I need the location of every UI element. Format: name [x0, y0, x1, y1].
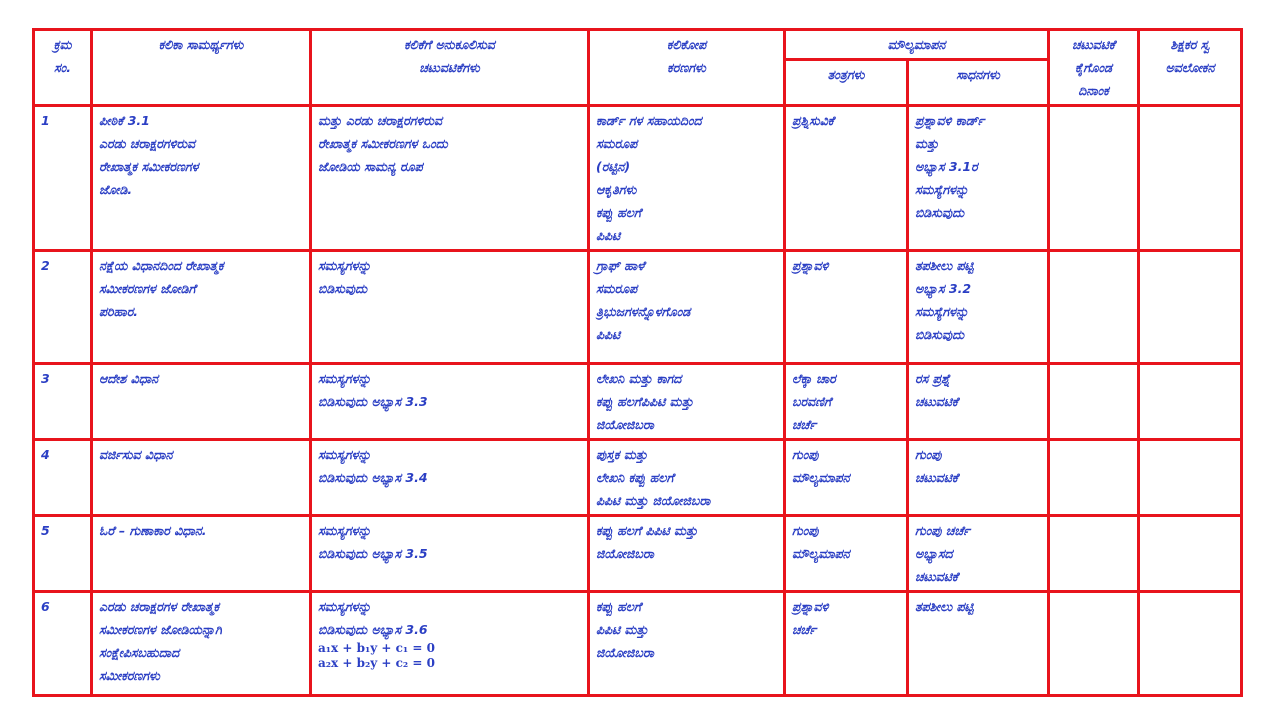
cell-line: ಅವಲೋಕನ: [1165, 60, 1215, 75]
header-tools-label: ಸಾಧನಗಳು: [956, 67, 1000, 82]
cell-line: ಕಪ್ಪು ಹಲಗೆ ಪಿಪಿಟಿ ಮತ್ತು: [596, 523, 698, 538]
cell-line: ಮೌಲ್ಯಮಾಪನ: [792, 546, 850, 561]
cell-line: ಬರವಣಿಗೆ: [792, 394, 832, 409]
cell-line: ಆಕೃತಿಗಳು: [596, 182, 637, 197]
serial-cell: [34, 364, 92, 440]
cell-line: ಸಮಸ್ಯಗಳನ್ನು: [318, 258, 372, 273]
cell-line: ಲೆಕ್ಕಾ ಚಾರ: [792, 371, 836, 386]
header-tools: [908, 60, 1049, 106]
cell-line: ಜೋಡಿ.: [99, 182, 133, 197]
cell-line: 2: [41, 258, 50, 273]
reflection-cell: [1139, 516, 1242, 592]
cell-line: ಕ್ರಮ: [53, 37, 72, 52]
activity-cell: [311, 251, 589, 364]
cell-line: ರಸ ಪ್ರಶ್ನೆ: [915, 371, 951, 386]
cell-line: ಎರಡು ಚರಾಕ್ಷರಗಳ ರೇಖಾತ್ಮಕ: [99, 599, 219, 614]
cell-line: ಜಿಯೋಜಿಬರಾ: [596, 417, 654, 432]
cell-line: ದಿನಾಂಕ: [1078, 83, 1109, 98]
cell-line: ರೇಖಾತ್ಮಕ ಸಮೀಕರಣಗಳ ಒಂದು: [318, 136, 448, 151]
cell-line: ಶಿಕ್ಷಕರ ಸ್ವ: [1170, 37, 1210, 52]
cell-line: ಸಮೀಕರಣಗಳ ಜೋಡಿಗೆ: [99, 281, 196, 296]
serial-cell: [34, 106, 92, 251]
cell-line: ಗುಂಪು ಚರ್ಚೆ: [915, 523, 970, 538]
date-cell: [1049, 364, 1139, 440]
table-row: [34, 106, 1242, 251]
cell-line: ಆದೇಶ ವಿಧಾನ: [99, 371, 159, 386]
competency-cell: [92, 106, 311, 251]
tool-cell: [908, 251, 1049, 364]
cell-line: ಮತ್ತು ಎರಡು ಚರಾಕ್ಷರಗಳಿರುವ: [318, 113, 442, 128]
cell-line: ತಪಶೀಲು ಪಟ್ಟಿ: [915, 258, 974, 273]
cell-line: ಪ್ರಶ್ನಾವಳಿ ಕಾರ್ಡ್: [915, 113, 985, 128]
header-techniques: [785, 60, 908, 106]
date-cell: [1049, 516, 1139, 592]
cell-line: ಕೈಗೊಂಡ: [1075, 60, 1112, 75]
reflection-cell: [1139, 440, 1242, 516]
table-row: [34, 251, 1242, 364]
cell-line: ಪ್ರಶ್ನಿಸುವಿಕೆ: [792, 113, 834, 128]
cell-line: ಕರಣಗಳು: [667, 60, 706, 75]
header-materials: [589, 30, 785, 106]
cell-line: ಪಿಪಿಟಿ ಮತ್ತು: [596, 622, 649, 637]
table-body: [34, 106, 1242, 696]
cell-line: ಸಮರೂಪ: [596, 136, 638, 151]
cell-line: 6: [41, 599, 50, 614]
activity-cell: [311, 106, 589, 251]
material-cell: [589, 440, 785, 516]
cell-line: ಸಮಸ್ಯಗಳನ್ನು: [318, 447, 372, 462]
table-row: [34, 440, 1242, 516]
competency-cell: [92, 516, 311, 592]
tool-cell: [908, 592, 1049, 696]
cell-line: ಸಂ.: [54, 60, 71, 75]
cell-line: ವರ್ಜಿಸುವ ವಿಧಾನ: [99, 447, 173, 462]
technique-cell: [785, 106, 908, 251]
material-cell: [589, 364, 785, 440]
cell-line: a₂x + b₂y + c₂ = 0: [318, 656, 435, 670]
technique-cell: [785, 516, 908, 592]
cell-line: ಸಮೀಕರಣಗಳ ಜೋಡಿಯನ್ನಾಗಿ: [99, 622, 222, 637]
cell-line: ಮೌಲ್ಯಮಾಪನ: [792, 470, 850, 485]
header-techniques-label: ತಂತ್ರಗಳು: [827, 67, 865, 82]
cell-line: ಬಿಡಿಸುವುದು ಅಭ್ಯಾಸ 3.3: [318, 394, 428, 409]
cell-line: ಸಂಕ್ಷೇಪಿಸಬಹುದಾದ: [99, 645, 180, 660]
technique-cell: [785, 592, 908, 696]
cell-line: ಅಭ್ಯಾಸದ: [915, 546, 953, 561]
cell-line: ಬಿಡಿಸುವುದು ಅಭ್ಯಾಸ 3.5: [318, 546, 428, 561]
technique-cell: [785, 364, 908, 440]
tool-cell: [908, 516, 1049, 592]
serial-cell: [34, 516, 92, 592]
cell-line: ಕಪ್ಪು ಹಲಗೆ: [596, 599, 642, 614]
tool-cell: [908, 440, 1049, 516]
cell-line: ತಪಶೀಲು ಪಟ್ಟಿ: [915, 599, 974, 614]
tool-cell: [908, 364, 1049, 440]
cell-line: ಜೋಡಿಯ ಸಾಮನ್ಯ ರೂಪ: [318, 159, 423, 174]
header-evaluation-label: ಮೌಲ್ಯಮಾಪನ: [887, 37, 946, 52]
cell-line: ಕಲಿಕೆಗೆ ಅನುಕೂಲಿಸುವ: [404, 37, 495, 52]
technique-cell: [785, 440, 908, 516]
cell-line: ಚಟುವಟಿಕೆ: [915, 470, 958, 485]
cell-line: ಚರ್ಚೆ: [792, 417, 817, 432]
cell-line: 3: [41, 371, 50, 386]
table-row: [34, 364, 1242, 440]
cell-line: ಪಿಪಿಟಿ: [596, 327, 621, 342]
competency-cell: [92, 364, 311, 440]
serial-cell: [34, 592, 92, 696]
header-serial: [34, 30, 92, 106]
cell-line: ಜಿಯೋಜಿಬರಾ: [596, 645, 654, 660]
cell-line: ಬಿಡಿಸುವುದು ಅಭ್ಯಾಸ 3.4: [318, 470, 428, 485]
cell-line: ಮತ್ತು: [915, 136, 939, 151]
cell-line: ಲೇಖನಿ ಕಪ್ಪು ಹಲಗೆ: [596, 470, 674, 485]
material-cell: [589, 106, 785, 251]
cell-line: ಕಪ್ಪು ಹಲಗೆ: [596, 205, 642, 220]
cell-line: ಸಮಸ್ಯಗಳನ್ನು: [318, 371, 372, 386]
cell-line: ಚಟುವಟಿಕೆ: [1072, 37, 1115, 52]
header-date: [1049, 30, 1139, 106]
cell-line: ಗುಂಪು: [792, 447, 819, 462]
lesson-plan-table: [32, 28, 1243, 697]
cell-line: ಪ್ರಶ್ನಾವಳಿ: [792, 599, 829, 614]
cell-line: ಗುಂಪು: [792, 523, 819, 538]
cell-line: ಎರಡು ಚರಾಕ್ಷರಗಳಿರುವ: [99, 136, 196, 151]
header-activities: [311, 30, 589, 106]
reflection-cell: [1139, 364, 1242, 440]
cell-line: ಜಿಯೋಜಿಬರಾ: [596, 546, 654, 561]
cell-line: ಚಟುವಟಿಕೆ: [915, 394, 958, 409]
cell-line: ರೇಖಾತ್ಮಕ ಸಮೀಕರಣಗಳ: [99, 159, 199, 174]
header-reflection: [1139, 30, 1242, 106]
tool-cell: [908, 106, 1049, 251]
material-cell: [589, 251, 785, 364]
cell-line: 1: [41, 113, 50, 128]
cell-line: ಸಮಸ್ಯೆಗಳನ್ನು: [915, 304, 969, 319]
cell-line: ಕಪ್ಪು ಹಲಗೆಪಿಪಿಟಿ ಮತ್ತು: [596, 394, 694, 409]
cell-line: ಬಿಡಿಸುವುದು: [915, 327, 965, 342]
cell-line: ಪ್ರಶ್ನಾವಳಿ: [792, 258, 829, 273]
activity-cell: [311, 592, 589, 696]
cell-line: ಪರಿಹಾರ.: [99, 304, 139, 319]
cell-line: ಚಟುವಟಿಕೆಗಳು: [419, 60, 480, 75]
competency-cell: [92, 440, 311, 516]
date-cell: [1049, 592, 1139, 696]
cell-line: ಕಾರ್ಡ್ ಗಳ ಸಹಾಯದಿಂದ: [596, 113, 702, 128]
cell-line: ಪುಸ್ತಕ ಮತ್ತು: [596, 447, 648, 462]
cell-line: ಪಿಪಿಟಿ: [596, 228, 621, 243]
table-row: [34, 592, 1242, 696]
cell-line: ಸಮಸ್ಯಗಳನ್ನು: [318, 599, 372, 614]
material-cell: [589, 592, 785, 696]
competency-cell: [92, 592, 311, 696]
cell-line: ಚರ್ಚೆ: [792, 622, 817, 637]
cell-line: ಪಿಪಿಟಿ ಮತ್ತು ಜಿಯೋಜಿಬರಾ: [596, 493, 711, 508]
reflection-cell: [1139, 251, 1242, 364]
date-cell: [1049, 251, 1139, 364]
serial-cell: [34, 440, 92, 516]
cell-line: ಸಮರೂಪ: [596, 281, 638, 296]
cell-line: ಗ್ರಾಫ್ ಹಾಳೆ: [596, 258, 645, 273]
cell-line: ತ್ರಿಭುಜಗಳನ್ನೊಳಗೊಂಡ: [596, 304, 691, 319]
cell-line: ಅಭ್ಯಾಸ 3.1ರ: [915, 159, 978, 174]
cell-line: ಲೇಖನಿ ಮತ್ತು ಕಾಗದ: [596, 371, 682, 386]
cell-line: ಚಟುವಟಿಕೆ: [915, 569, 958, 584]
activity-cell: [311, 364, 589, 440]
cell-line: a₁x + b₁y + c₁ = 0: [318, 641, 435, 655]
lesson-plan-table-container: [32, 28, 1243, 697]
reflection-cell: [1139, 106, 1242, 251]
cell-line: ಸಮೀಕರಣಗಳು: [99, 668, 160, 683]
cell-line: ಸಮಸ್ಯಗಳನ್ನು: [318, 523, 372, 538]
cell-line: ಬಿಡಿಸುವುದು: [915, 205, 965, 220]
cell-line: ಓರೆ – ಗುಣಾಕಾರ ವಿಧಾನ.: [99, 523, 207, 538]
cell-line: ಬಿಡಿಸುವುದು: [318, 281, 368, 296]
cell-line: ಗುಂಪು: [915, 447, 942, 462]
cell-line: ಅಭ್ಯಾಸ 3.2: [915, 281, 972, 296]
cell-line: ಬಿಡಿಸುವುದು ಅಭ್ಯಾಸ 3.6: [318, 622, 428, 637]
activity-cell: [311, 516, 589, 592]
cell-line: ಕಲಿಕಾ ಸಾಮರ್ಥ್ಯಗಳು: [158, 37, 244, 52]
competency-cell: [92, 251, 311, 364]
header-evaluation: [785, 30, 1049, 60]
date-cell: [1049, 106, 1139, 251]
header-competencies: [92, 30, 311, 106]
serial-cell: [34, 251, 92, 364]
cell-line: ಸಮಸ್ಯೆಗಳನ್ನು: [915, 182, 969, 197]
cell-line: 5: [41, 523, 50, 538]
material-cell: [589, 516, 785, 592]
activity-cell: [311, 440, 589, 516]
cell-line: ಕಲಿಕೋಪ: [666, 37, 707, 52]
reflection-cell: [1139, 592, 1242, 696]
cell-line: ಪೀಠಿಕೆ 3.1: [99, 113, 150, 128]
cell-line: (ರಟ್ಟಿನ): [596, 159, 631, 174]
technique-cell: [785, 251, 908, 364]
cell-line: 4: [41, 447, 50, 462]
date-cell: [1049, 440, 1139, 516]
table-row: [34, 516, 1242, 592]
cell-line: ನಕ್ಷೆಯ ವಿಧಾನದಿಂದ ರೇಖಾತ್ಮಕ: [99, 258, 224, 273]
